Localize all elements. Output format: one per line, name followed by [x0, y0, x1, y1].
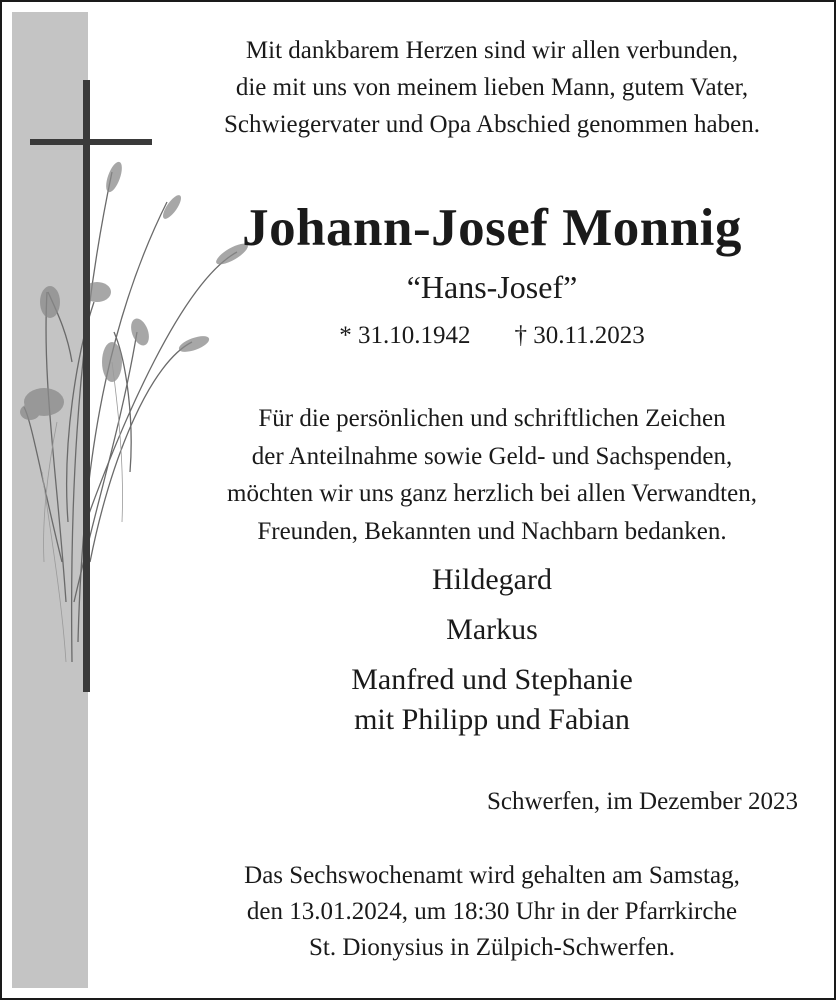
deceased-name: Johann-Josef Monnig: [242, 199, 742, 257]
intro-line: die mit uns von meinem lieben Mann, gutem Vater,: [235, 74, 749, 101]
intro-line: Mit dankbarem Herzen sind wir allen verbunden,: [245, 37, 739, 64]
thanks-text: [152, 400, 832, 550]
intro-text: [152, 32, 832, 143]
mourner-name: Manfred und Stephanie: [351, 663, 633, 696]
mass-line: den 13.01.2024, um 18:30 Uhr in der Pfarrkirche: [246, 898, 738, 925]
mourner-name: Hildegard: [432, 563, 552, 596]
mass-line: St. Dionysius in Zülpich-Schwerfen.: [309, 934, 675, 961]
life-dates: [152, 320, 832, 352]
birth-date: * 31.10.1942: [339, 322, 471, 349]
thanks-line: Freunden, Bekannten und Nachbarn bedanken.: [257, 517, 727, 545]
thanks-line: Für die persönlichen und schriftlichen Zeichen: [258, 405, 726, 432]
mourners-list: [152, 560, 832, 740]
deceased-nickname: “Hans-Josef”: [406, 269, 578, 305]
intro-line: Schwiegervater und Opa Abschied genommen haben.: [224, 111, 760, 138]
mourner-name: mit Philipp und Fabian: [354, 703, 630, 736]
death-date: † 30.11.2023: [514, 322, 645, 349]
mourner-name: Markus: [446, 613, 538, 646]
thanks-line: der Anteilnahme sowie Geld- und Sachspenden,: [251, 442, 733, 470]
place-and-date: Schwerfen, im Dezember 2023: [487, 788, 798, 815]
mass-line: Das Sechswochenamt wird gehalten am Samstag,: [244, 862, 740, 889]
thanks-line: möchten wir uns ganz herzlich bei allen Verwandten,: [227, 480, 757, 507]
memorial-mass-text: [152, 858, 832, 966]
